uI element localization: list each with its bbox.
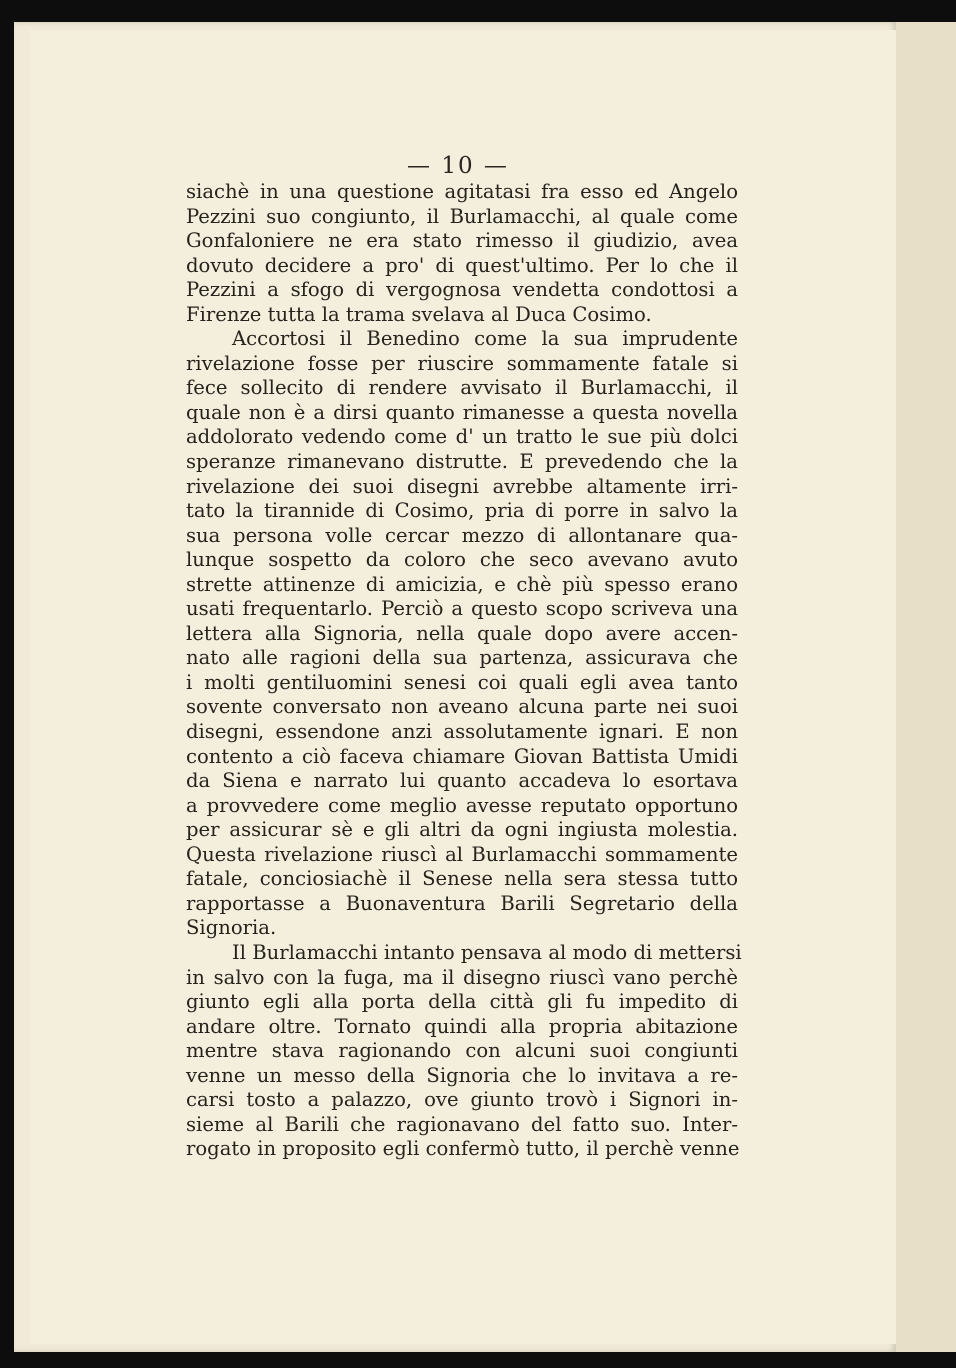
text-line: Signoria.: [186, 916, 277, 940]
text-line: venne un messo della Signoria che lo invitava a re-: [186, 1063, 738, 1087]
text-line: sieme al Barili che ragionavano del fatto suo. Inter-: [186, 1112, 738, 1136]
text-line: i molti gentiluomini senesi coi quali egli avea tanto: [186, 670, 738, 694]
text-line: fece sollecito di rendere avvisato il Burlamacchi, il: [186, 376, 738, 400]
text-line: per assicurar sè e gli altri da ogni ingiusta molestia.: [186, 818, 738, 842]
page-number: — 10 —: [407, 153, 509, 179]
text-line: rivelazione fosse per riuscire sommamente fatale si: [186, 351, 738, 375]
text-line: contento a ciò faceva chiamare Giovan Battista Umidi: [186, 744, 738, 768]
text-line: a provvedere come meglio avesse reputato opportuno: [186, 793, 738, 817]
text-line: andare oltre. Tornato quindi alla propria abitazione: [186, 1014, 738, 1038]
text-line: Gonfaloniere ne era stato rimesso il giudizio, avea: [186, 229, 738, 253]
text-line: siachè in una questione agitatasi fra esso ed Angelo: [186, 180, 738, 203]
text-line: Il Burlamacchi intanto pensava al modo di mettersi: [232, 940, 742, 964]
text-line: sua persona volle cercar mezzo di allontanare qua-: [186, 523, 738, 547]
text-line: nato alle ragioni della sua partenza, assicurava che: [186, 646, 738, 670]
text-line: giunto egli alla porta della città gli fu impedito di: [186, 990, 738, 1014]
text-line: dovuto decidere a pro' di quest'ultimo. Per lo che il: [186, 253, 738, 277]
text-line: rivelazione dei suoi disegni avrebbe altamente irri-: [186, 474, 738, 498]
text-line: strette attinenze di amicizia, e chè più spesso erano: [186, 572, 738, 596]
text-line: lettera alla Signoria, nella quale dopo avere accen-: [186, 621, 738, 645]
text-line: fatale, conciosiachè il Senese nella sera stessa tutto: [186, 867, 738, 891]
text-line: addolorato vedendo come d' un tratto le sue più dolci: [186, 425, 738, 449]
text-line: Firenze tutta la trama svelava al Duca Cosimo.: [186, 302, 652, 326]
text-line: Pezzini a sfogo di vergognosa vendetta condottosi a: [186, 278, 738, 302]
text-line: sovente conversato non aveano alcuna parte nei suoi: [186, 695, 738, 719]
text-line: speranze rimanevano distrutte. E prevedendo che la: [186, 450, 738, 474]
paragraph: [186, 940, 742, 1162]
text-line: lunque sospetto da coloro che seco avevano avuto: [186, 548, 738, 572]
text-line: disegni, essendone anzi assolutamente ignari. E non: [186, 720, 738, 744]
text-line: mentre stava ragionando con alcuni suoi congiunti: [186, 1039, 738, 1063]
text-line: Accortosi il Benedino come la sua imprudente: [232, 327, 738, 351]
text-line: Pezzini suo congiunto, il Burlamacchi, al quale come: [186, 204, 738, 228]
body-text: [186, 180, 742, 1162]
text-line: rogato in proposito egli confermò tutto, il perchè venne: [186, 1137, 740, 1161]
paragraph: [186, 327, 738, 941]
paragraph: [186, 180, 738, 327]
text-line: tato la tirannide di Cosimo, pria di porre in salvo la: [186, 499, 738, 523]
text-line: Questa rivelazione riuscì al Burlamacchi sommamente: [186, 842, 738, 866]
text-line: quale non è a dirsi quanto rimanesse a questa novella: [186, 400, 738, 424]
text-line: da Siena e narrato lui quanto accadeva lo esortava: [186, 769, 738, 793]
adjacent-page-edge: [895, 22, 956, 1352]
text-line: usati frequentarlo. Perciò a questo scopo scriveva una: [186, 597, 738, 621]
text-line: carsi tosto a palazzo, ove giunto trovò i Signori in-: [186, 1088, 738, 1112]
text-line: in salvo con la fuga, ma il disegno riuscì vano perchè: [186, 965, 738, 989]
text-line: rapportasse a Buonaventura Barili Segretario della: [186, 891, 738, 915]
